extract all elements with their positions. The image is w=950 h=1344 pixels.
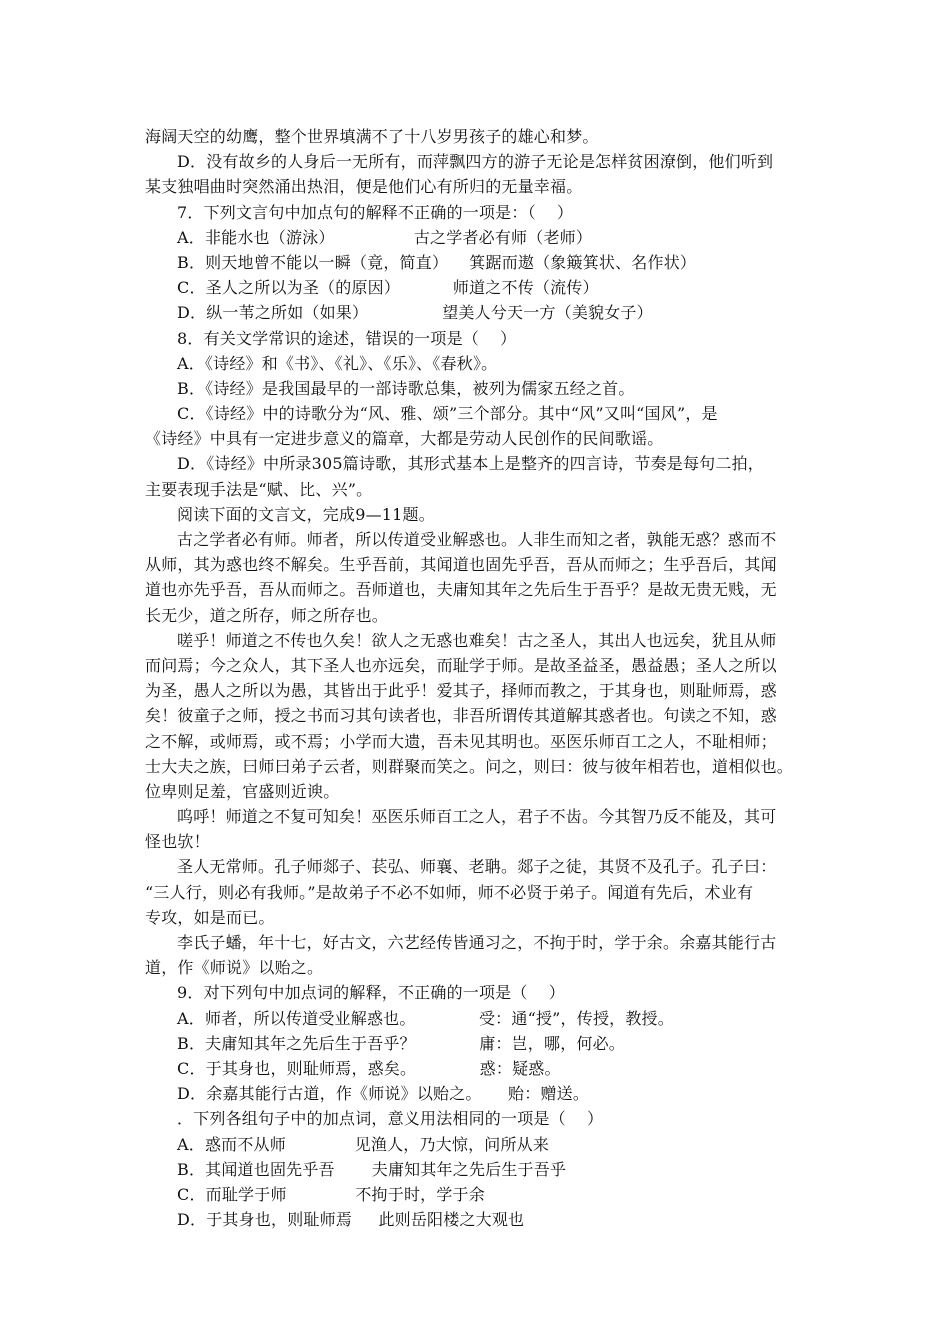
text-line: 圣人无常师。孔子师郯子、苌弘、师襄、老聃。郯子之徒，其贤不及孔子。孔子曰：: [177, 857, 777, 877]
text-line: D．余嘉其能行古道，作《师说》以贻之。 贻：赠送。: [177, 1084, 590, 1104]
text-line: B．夫庸知其年之先后生于吾乎？ 庸：岂，哪，何必。: [177, 1033, 625, 1053]
text-line: C．《诗经》中的诗歌分为“风、雅、颂”三个部分。其中“风”又叫“国风”，是: [177, 404, 718, 424]
text-line: 9．对下列句中加点词的解释，不正确的一项是（ ）: [177, 983, 565, 1003]
text-line: C．于其身也，则耻师焉，惑矣。 惑：疑惑。: [177, 1058, 561, 1078]
text-line: 8．有关文学常识的途述，错误的一项是（ ）: [177, 328, 517, 348]
text-line: 海阔天空的幼鹰，整个世界填满不了十八岁男孩子的雄心和梦。: [145, 127, 599, 146]
text-line: 古之学者必有师。师者，所以传道受业解惑也。人非生而知之者，孰能无惑？惑而不: [177, 530, 777, 549]
text-line: 《诗经》中具有一定进步意义的篇章，大都是劳动人民创作的民间歌谣。: [145, 429, 664, 449]
text-line: A．《诗经》和《书》、《礼》、《乐》、《春秋》。: [177, 353, 498, 373]
text-line: A．非能水也（游泳） 古之学者必有师（老师）: [177, 227, 593, 247]
text-line: 道也亦先乎吾，吾从而师之。吾师道也，夫庸知其年之先后生于吾乎？是故无贵无贱，无: [145, 580, 777, 600]
text-line: D．纵一苇之所如（如果） 望美人兮天一方（美貌女子）: [177, 303, 653, 323]
text-line: 阅读下面的文言文，完成9—11题。: [177, 504, 435, 524]
text-line: C．而耻学于师 不拘于时，学于余: [177, 1184, 485, 1204]
text-line: 长无少，道之所存，师之所存也。: [145, 605, 389, 625]
text-line: D．没有故乡的人身后一无所有，而萍飘四方的游子无论是怎样贫困潦倒，他们听到: [177, 152, 774, 172]
text-line: 某支独唱曲时突然涌出热泪，便是他们心有所归的无量幸福。: [145, 177, 583, 197]
text-line: ．下列各组句子中的加点词，意义用法相同的一项是（ ）: [177, 1109, 604, 1129]
text-line: 呜呼！师道之不复可知矣！巫医乐师百工之人，君子不齿。今其智乃反不能及，其可: [177, 807, 777, 827]
text-line: 矣！彼童子之师，授之书而习其句读者也，非吾所谓传其道解其惑者也。句读之不知，惑: [145, 706, 777, 726]
text-line: A．惑而不从师 见渔人，乃大惊，问所从来: [177, 1134, 550, 1154]
text-line: 之不解，或师焉，或不焉；小学而大遗，吾未见其明也。巫医乐师百工之人，不耻相师；: [145, 731, 777, 751]
text-line: 李氏子蟠，年十七，好古文，六艺经传皆通习之，不拘于时，学于余。余嘉其能行古: [177, 933, 777, 952]
text-line: C．圣人之所以为圣（的原因） 师道之不传（流传）: [177, 278, 599, 298]
text-line: 士大夫之族，曰师曰弟子云者，则群聚而笑之。问之，则曰：彼与彼年相若也，道相似也。: [145, 756, 794, 776]
text-line: 道，作《师说》以贻之。: [145, 958, 324, 978]
text-line: 为圣，愚人之所以为愚，其皆出于此乎！爱其子，择师而教之，于其身也，则耻师焉，惑: [145, 681, 777, 701]
text-line: 位卑则足羞，官盛则近谀。: [145, 781, 340, 801]
text-line: D．《诗经》中所录305篇诗歌，其形式基本上是整齐的四言诗，节奏是每句二拍，: [177, 454, 764, 474]
text-line: “三人行，则必有我师。”是故弟子不必不如师，师不必贤于弟子。闻道有先后，术业有: [145, 882, 754, 902]
text-line: B．《诗经》是我国最早的一部诗歌总集，被列为儒家五经之首。: [177, 378, 635, 398]
text-line: 主要表现手法是“赋、比、兴”。: [145, 479, 373, 499]
text-line: 专攻，如是而已。: [145, 907, 275, 927]
text-line: 怪也欤！: [145, 832, 210, 852]
text-line: 而问焉；今之众人，其下圣人也亦远矣，而耻学于师。是故圣益圣，愚益愚；圣人之所以: [145, 655, 777, 675]
document-body: [145, 124, 845, 1232]
text-line: B．其闻道也固先乎吾 夫庸知其年之先后生于吾乎: [177, 1159, 567, 1179]
text-line: 嗟乎！师道之不传也久矣！欲人之无惑也难矣！古之圣人，其出人也远矣，犹且从师: [177, 630, 777, 650]
text-line: 从师，其为惑也终不解矣。生乎吾前，其闻道也固先乎吾，吾从而师之；生乎吾后，其闻: [145, 555, 777, 575]
text-line: B．则天地曾不能以一瞬（竟，简直） 箕踞而遨（象簸箕状、名作状）: [177, 252, 697, 272]
text-line: D．于其身也，则耻师焉 此则岳阳楼之大观也: [177, 1210, 525, 1230]
text-line: 7．下列文言句中加点句的解释不正确的一项是：（ ）: [177, 202, 574, 222]
text-line: A．师者，所以传道受业解惑也。 受：通“授”，传授，教授。: [177, 1008, 674, 1028]
